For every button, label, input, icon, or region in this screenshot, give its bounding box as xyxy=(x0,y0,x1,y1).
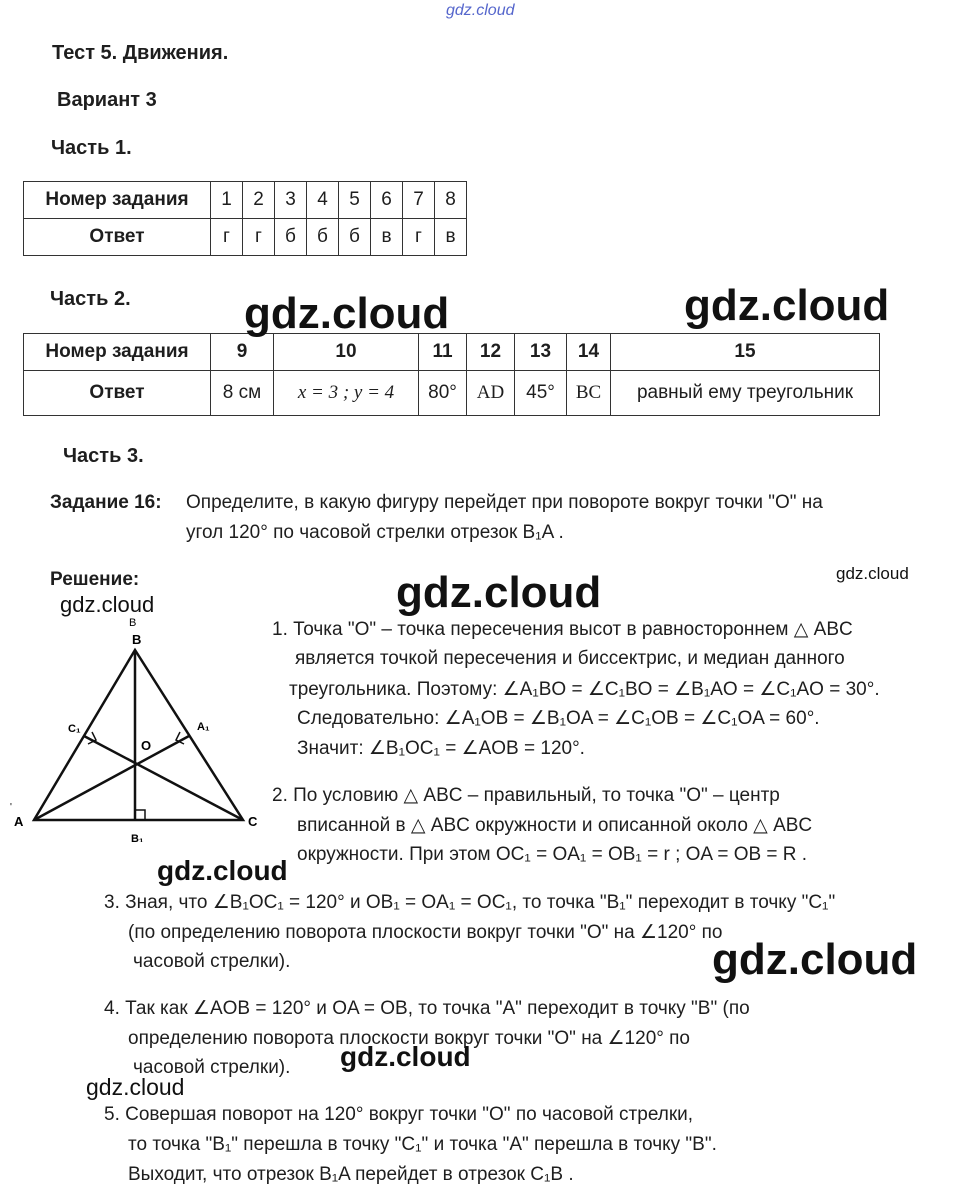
solution-step-2-line: окружности. При этом OC₁ = OA₁ = OB₁ = r ; OA = OB = R . xyxy=(297,844,808,865)
answer-cell: x = 3 ; y = 4 xyxy=(274,371,419,416)
task-number: 12 xyxy=(467,334,515,371)
answer-cell: AD xyxy=(467,371,515,416)
task-number: 14 xyxy=(567,334,611,371)
answer-cell: в xyxy=(371,219,403,256)
answer-cell: г xyxy=(211,219,243,256)
center-label-o: O xyxy=(141,738,152,753)
task-number: 13 xyxy=(515,334,567,371)
test-title: Тест 5. Движения. xyxy=(52,42,229,64)
task-number: 15 xyxy=(611,334,880,371)
watermark: gdz.cloud xyxy=(60,592,155,617)
header-cell: Номер задания xyxy=(24,334,211,371)
point-label-c1: C₁ xyxy=(68,723,81,735)
watermark: gdz.cloud xyxy=(244,289,450,338)
solution-step-3-line: (по определению поворота плоскости вокруг точки "О" на ∠120° по xyxy=(128,922,723,943)
solution-label: Решение: xyxy=(50,569,140,590)
triangle-figure xyxy=(8,612,268,842)
task-number: 5 xyxy=(339,182,371,219)
solution-step-4-line: определению поворота плоскости вокруг точки "О" на ∠120° по xyxy=(128,1028,690,1049)
part3-label: Часть 3. xyxy=(63,445,144,467)
watermark: gdz.cloud xyxy=(340,1041,471,1072)
solution-step-1-line: является точкой пересечения и биссектрис, и медиан данного xyxy=(295,648,845,669)
vertex-label-b: B xyxy=(132,632,142,647)
vertex-label-c: C xyxy=(248,814,258,829)
answer-cell: г xyxy=(403,219,435,256)
answer-cell: б xyxy=(339,219,371,256)
solution-step-1-line: треугольника. Поэтому: ∠A₁BO = ∠C₁BO = ∠B₁AO = ∠C₁AO = 30°. xyxy=(289,679,880,700)
table-row xyxy=(24,182,467,219)
task-number: 7 xyxy=(403,182,435,219)
solution-step-4-line: часовой стрелки). xyxy=(133,1057,291,1078)
watermark: gdz.cloud xyxy=(396,568,602,617)
task-number: 2 xyxy=(243,182,275,219)
table-row xyxy=(24,334,880,371)
answer-cell: в xyxy=(435,219,467,256)
task-number: 8 xyxy=(435,182,467,219)
task-number: 9 xyxy=(211,334,274,371)
vertex-label-b-top: B xyxy=(129,617,137,629)
solution-step-5-line: 5. Совершая поворот на 120° вокруг точки "O" по часовой стрелки, xyxy=(104,1104,694,1125)
watermark: gdz.cloud xyxy=(157,855,288,886)
solution-step-3-line: 3. Зная, что ∠B₁OC₁ = 120° и OB₁ = OA₁ = OC₁, то точка "B₁" переходит в точку "C₁" xyxy=(104,892,836,913)
solution-step-1-line: Значит: ∠B₁OC₁ = ∠AOB = 120°. xyxy=(297,738,585,759)
task-number: 6 xyxy=(371,182,403,219)
solution-step-1-line: Следовательно: ∠A₁OB = ∠B₁OA = ∠C₁OB = ∠C₁OA = 60°. xyxy=(297,708,820,729)
answer-label-cell: Ответ xyxy=(24,219,211,256)
watermark-top: gdz.cloud xyxy=(446,2,515,19)
solution-step-5-line: Выходит, что отрезок B₁A перейдет в отрезок C₁B . xyxy=(128,1164,574,1185)
point-label-b1: B₁ xyxy=(131,833,144,842)
part2-table xyxy=(23,333,880,416)
task-text-line: угол 120° по часовой стрелки отрезок B₁A . xyxy=(186,522,564,543)
variant-label: Вариант 3 xyxy=(57,89,157,111)
part2-label: Часть 2. xyxy=(50,288,131,310)
part1-label: Часть 1. xyxy=(51,137,132,159)
task-number: 1 xyxy=(211,182,243,219)
solution-step-2-line: 2. По условию △ ABC – правильный, то точка "О" – центр xyxy=(272,785,780,806)
task-number: 11 xyxy=(419,334,467,371)
answer-cell: BC xyxy=(567,371,611,416)
triangle-lines xyxy=(34,650,243,820)
solution-step-4-line: 4. Так как ∠AOB = 120° и OA = OB, то точка "A" переходит в точку "B" (по xyxy=(104,998,750,1019)
point-label-a1: A₁ xyxy=(197,721,210,733)
task-label: Задание 16: xyxy=(50,492,162,513)
answer-cell: г xyxy=(243,219,275,256)
table-row xyxy=(24,371,880,416)
header-cell: Номер задания xyxy=(24,182,211,219)
answer-label-cell: Ответ xyxy=(24,371,211,416)
solution-step-2-line: вписанной в △ ABC окружности и описанной около △ ABC xyxy=(297,815,813,836)
watermark: gdz.cloud xyxy=(712,935,918,984)
solution-step-1-line: 1. Точка "О" – точка пересечения высот в равностороннем △ ABC xyxy=(272,619,853,640)
watermark: gdz.cloud xyxy=(836,564,909,583)
watermark: gdz.cloud xyxy=(86,1074,185,1100)
answer-cell: 80° xyxy=(419,371,467,416)
watermark: gdz.cloud xyxy=(684,281,890,330)
stray-mark: ' xyxy=(10,802,12,813)
solution-step-5-line: то точка "B₁" перешла в точку "C₁" и точка "A" перешла в точку "B". xyxy=(128,1134,717,1155)
answer-cell: б xyxy=(275,219,307,256)
triangle-abc xyxy=(34,650,243,820)
task-number: 3 xyxy=(275,182,307,219)
part1-table xyxy=(23,181,467,256)
task-number: 10 xyxy=(274,334,419,371)
vertex-label-a: A xyxy=(14,814,24,829)
table-row xyxy=(24,219,467,256)
task-number: 4 xyxy=(307,182,339,219)
task-text-line: Определите, в какую фигуру перейдет при повороте вокруг точки "О" на xyxy=(186,492,823,513)
solution-step-3-line: часовой стрелки). xyxy=(133,951,291,972)
answer-cell: равный ему треугольник xyxy=(611,371,880,416)
answer-cell: 8 см xyxy=(211,371,274,416)
answer-cell: б xyxy=(307,219,339,256)
answer-cell: 45° xyxy=(515,371,567,416)
